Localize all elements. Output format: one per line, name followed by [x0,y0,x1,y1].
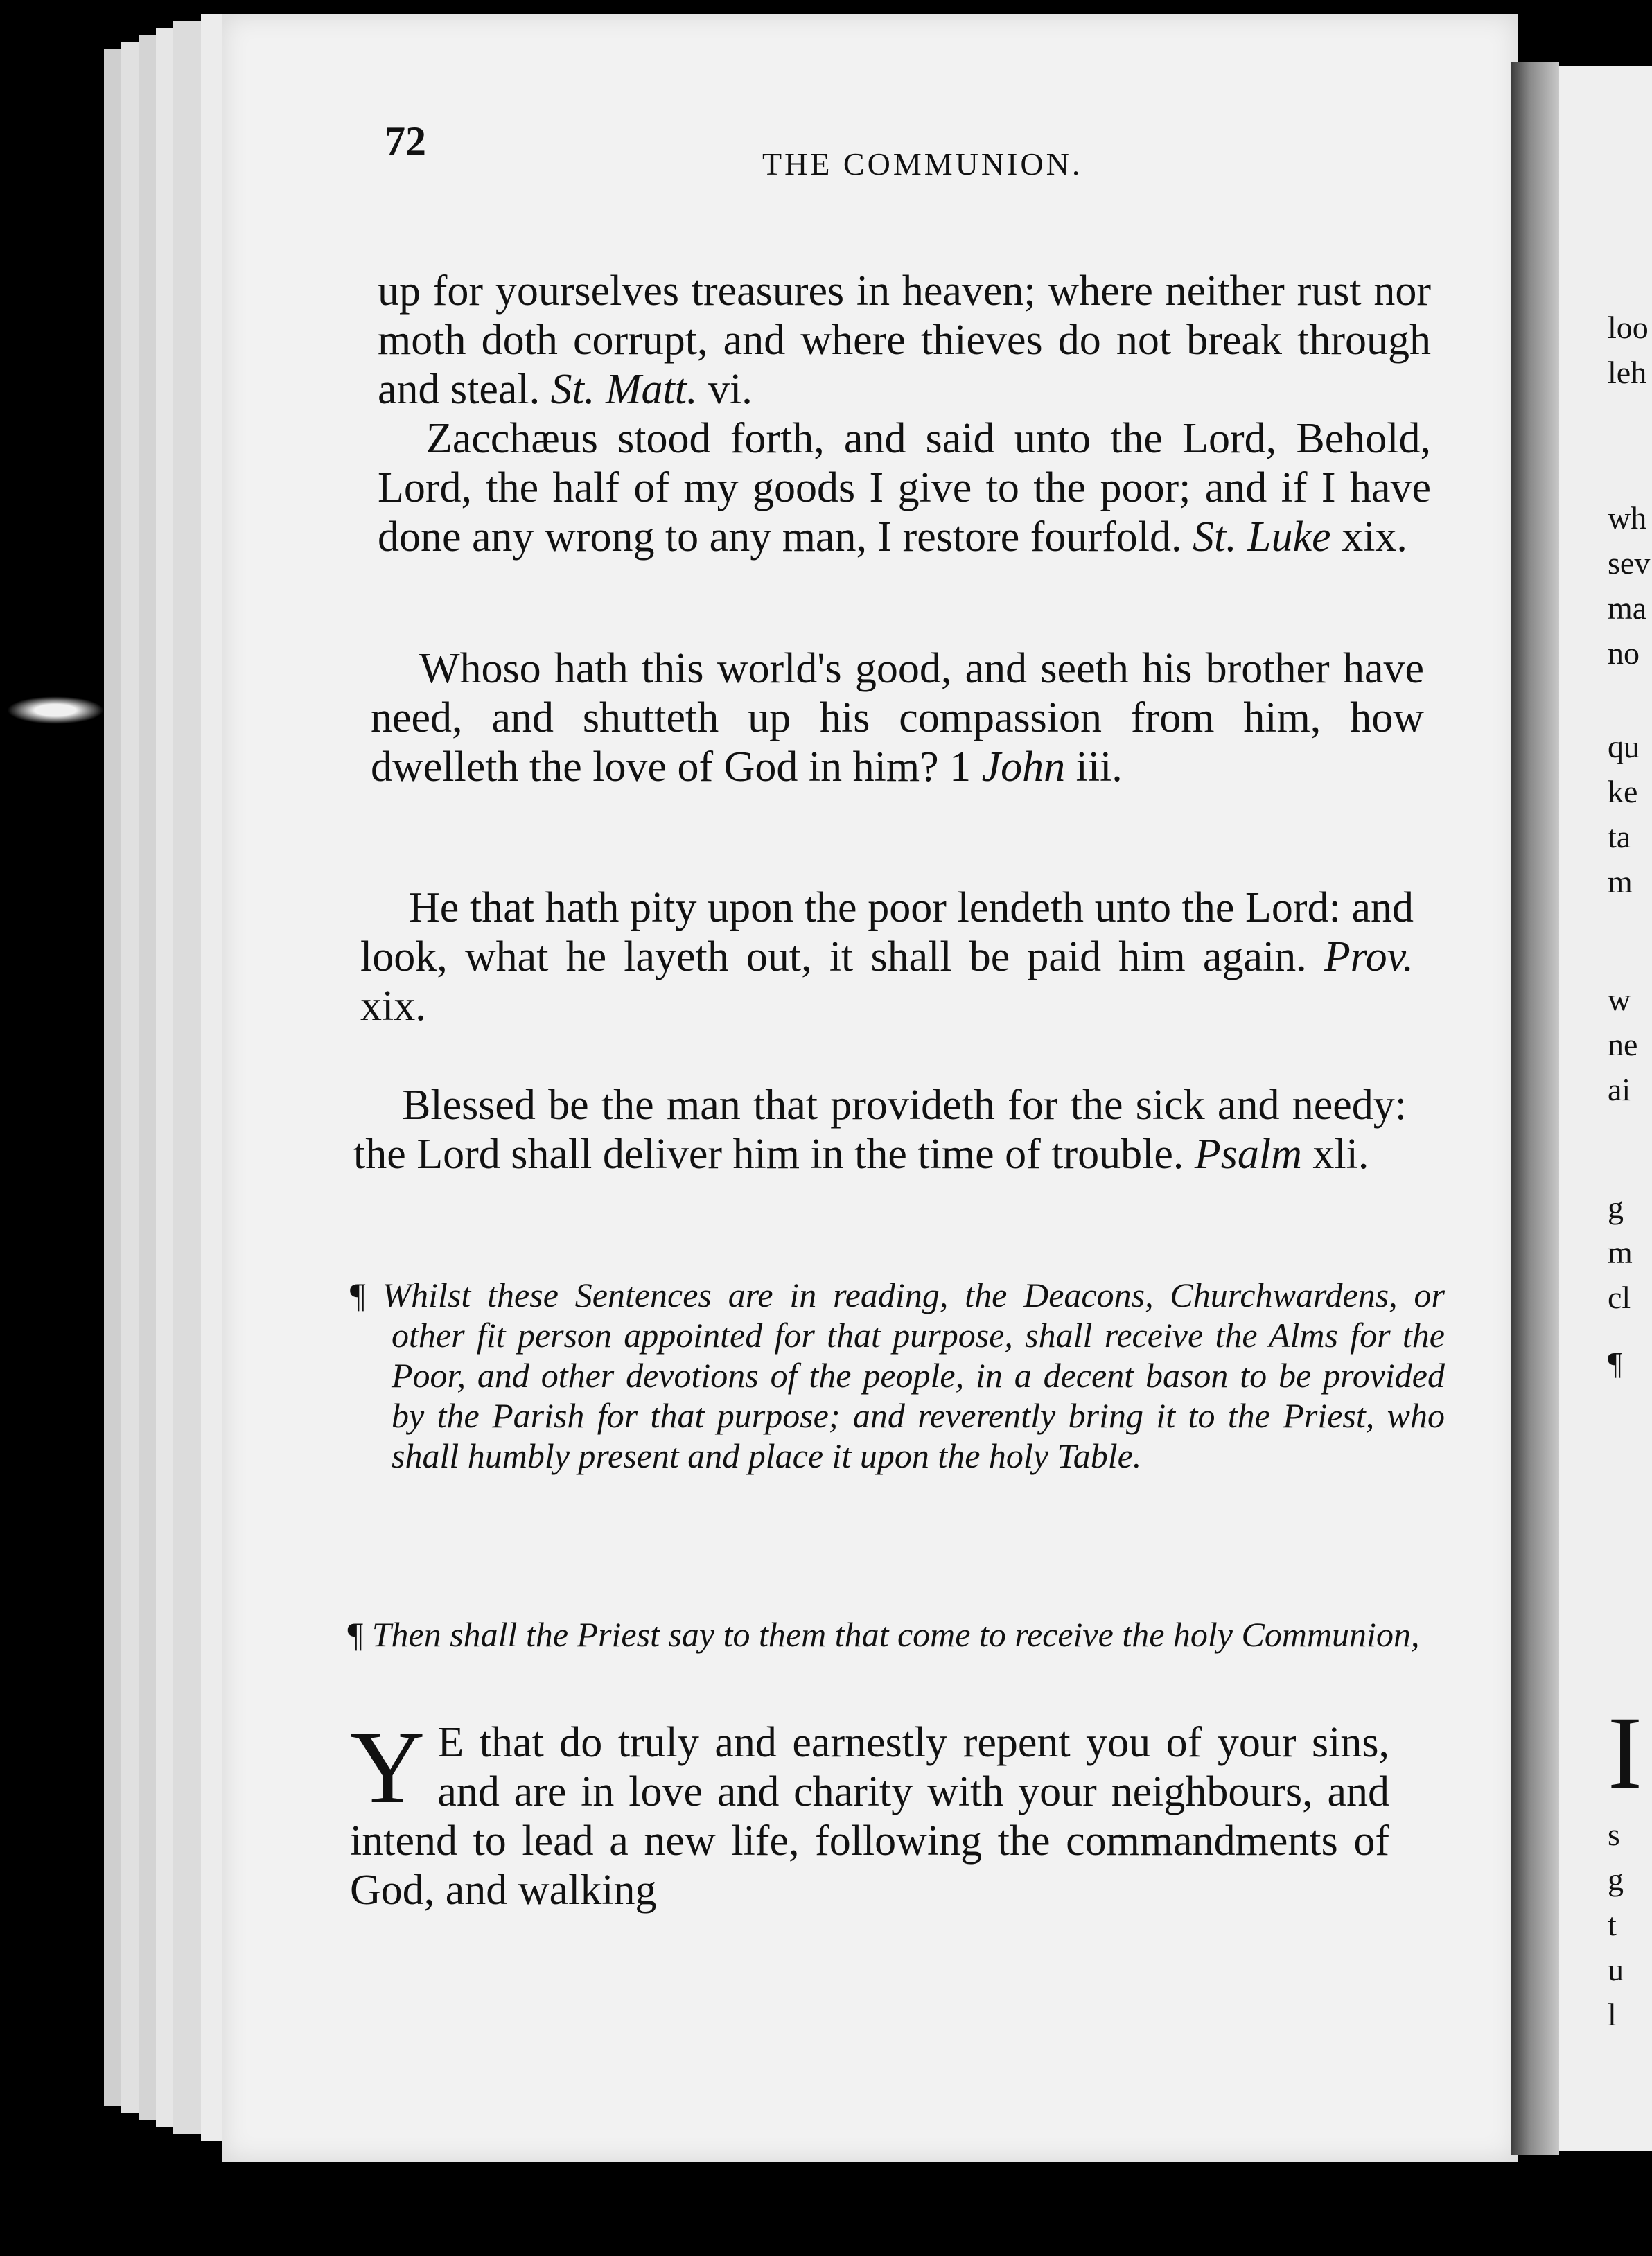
sentence-paragraph: up for yourselves treasures in heaven; where neither rust nor moth doth corrupt, and where thieves do not break through and steal. St. Matt. vi. Zacchæus stood forth, and said unto the Lord, Behold, Lord, the half of my goods I give to the poor; and if I have done any wrong to any man, I restore fourfold. St. Luke xix. [378,267,1431,561]
facing-text-fragment: u [1608,1952,1624,1987]
paper-speck [7,696,104,724]
book-gutter [1511,62,1559,2155]
facing-text-fragment: w [1608,982,1631,1017]
facing-text-fragment: ne [1608,1027,1638,1062]
facing-text-fragment: qu [1608,729,1640,764]
page-edge [173,21,202,2134]
sentence-paragraph: Blessed be the man that provideth for the sick and needy: the Lord shall deliver him in the time of trouble. Psalm xli. [353,1082,1407,1178]
scripture-reference: Prov. [1324,933,1414,980]
facing-text-fragment: ma [1608,590,1647,626]
exhortation-paragraph: Y E that do truly and earnestly repent you of your sins, and are in love and charity with your neighbours, and intend to lead a new life, following the commandments of God, and walking [350,1710,1389,1914]
rubric-alms: ¶ Whilst these Sentences are in reading, the Deacons, Churchwardens, or other fit person appointed for that purpose, shall receive the Alms for the Poor, and other devotions of the people, in a decent bason to be provided by the Parish for that purpose; and reverently bring it to the Priest, who shall humbly present and place it upon the holy Table. [350,1276,1445,1475]
facing-text-fragment: ai [1608,1072,1631,1107]
facing-text-fragment: g [1608,1190,1624,1225]
pilcrow-icon: ¶ [350,1276,366,1314]
sentence-paragraph: He that hath pity upon the poor lendeth unto the Lord: and look, what he layeth out, it shall be paid him again. Prov. xix. [360,884,1414,1030]
scripture-reference: John [981,743,1066,791]
page-number: 72 [385,118,426,164]
facing-text-fragment: ke [1608,774,1638,809]
facing-text-fragment: t [1608,1907,1617,1942]
rubric-priest: ¶ Then shall the Priest say to them that come to receive the holy Communion, [347,1615,1420,1654]
drop-cap: Y [350,1710,425,1825]
facing-text-fragment: l [1608,1997,1617,2032]
facing-text-fragment: cl [1608,1280,1631,1315]
facing-text-fragment: no [1608,635,1640,671]
facing-text-fragment: loo [1608,310,1649,345]
facing-text-fragment: ¶ [1608,1346,1622,1381]
facing-text-fragment: I [1608,1695,1642,1810]
scripture-reference: St. Matt. [550,366,698,413]
facing-text-fragment: sev [1608,545,1651,581]
facing-text-fragment: s [1608,1817,1620,1852]
facing-text-fragment: g [1608,1862,1624,1897]
pilcrow-icon: ¶ [347,1615,364,1654]
facing-text-fragment: leh [1608,355,1647,390]
facing-text-fragment: m [1608,1235,1633,1270]
facing-text-fragment: m [1608,864,1633,899]
facing-page-edge [1559,66,1652,2151]
scripture-reference: St. Luke [1192,513,1331,561]
sentence-paragraph: Whoso hath this world's good, and seeth his brother have need, and shutteth up his compassion from him, how dwelleth the love of God in him? 1 John iii. [371,645,1424,791]
running-head: THE COMMUNION. [762,146,1083,182]
facing-text-fragment: ta [1608,819,1631,854]
scripture-reference: Psalm [1194,1131,1302,1178]
facing-text-fragment: wh [1608,500,1647,536]
